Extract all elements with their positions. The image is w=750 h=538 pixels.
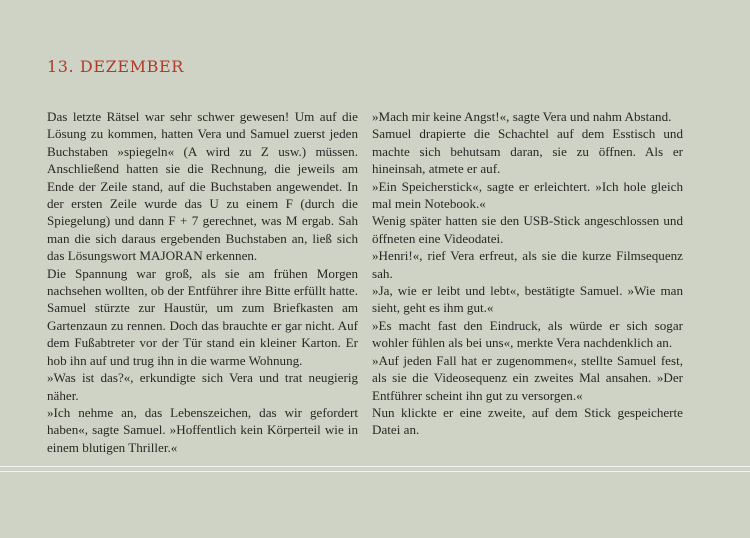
paragraph: »Henri!«, rief Vera erfreut, als sie die kurze Filmsequenz sah. [372,248,683,281]
paragraph: »Was ist das?«, erkundigte sich Vera und trat neugierig näher. [47,370,358,403]
paragraph: Das letzte Rätsel war sehr schwer gewesen! Um auf die Lösung zu kommen, hatten Vera und Samuel zuerst jeden Buchstaben »spiegeln« (A wird zu Z usw.) müssen. Anschließend hatten sie die Rechnung, die jeweils am Ende der Zeile stand, auf die Buchstaben angewendet. In der ersten Zeile wurde das U zu einem F (durch die Spiegelung) und dann F + 7 gerechnet, was M ergab. Sah man die sich daraus ergebenden Buchstaben an, ließ sich das Lösungswort MAJORAN erkennen. [47,109,358,264]
paragraph: Wenig später hatten sie den USB-Stick angeschlossen und öffneten eine Videodatei. [372,213,683,246]
paragraph: »Ja, wie er leibt und lebt«, bestätigte Samuel. »Wie man sieht, geht es ihm gut.« [372,283,683,316]
text-column-right [372,108,683,439]
paragraph: »Ich nehme an, das Lebenszeichen, das wir gefordert haben«, sagte Samuel. »Hoffentlich kein Körperteil wie in einem blutigen Thriller.« [47,404,358,455]
paragraph: »Ein Speicherstick«, sagte er erleichtert. »Ich hole gleich mal mein Notebook.« [372,178,683,212]
chapter-title: 13. DEZEMBER [47,57,184,76]
paragraph: »Auf jeden Fall hat er zugenommen«, stellte Samuel fest, als sie die Videosequenz ein zweites Mal ansahen. »Der Entführer scheint ihn gut zu versorgen.« [372,352,683,403]
divider-line [0,466,750,467]
paragraph: »Es macht fast den Eindruck, als würde er sich sogar wohler fühlen als bei uns«, merkte Vera nachdenklich an. [372,317,683,351]
divider-line [0,471,750,472]
text-column-left [47,108,358,456]
paragraph: Die Spannung war groß, als sie am frühen Morgen nachsehen wollten, ob der Entführer ihre Bitte erfüllt hatte. Samuel stürzte zur Haustür, um zum Briefkasten am Gartenzaun zu rennen. Doch das brauchte er gar nicht. Auf dem Fußabtreter vor der Tür stand ein kleiner Karton. Er hob ihn auf und trug ihn in die warme Wohnung. [47,265,358,368]
paragraph: Samuel drapierte die Schachtel auf dem Esstisch und machte sich behutsam daran, sie zu öffnen. Als er hineinsah, atmete er auf. [372,126,683,177]
paragraph: Nun klickte er eine zweite, auf dem Stick gespeicherte Datei an. [372,404,683,438]
paragraph: »Mach mir keine Angst!«, sagte Vera und nahm Abstand. [372,109,672,124]
